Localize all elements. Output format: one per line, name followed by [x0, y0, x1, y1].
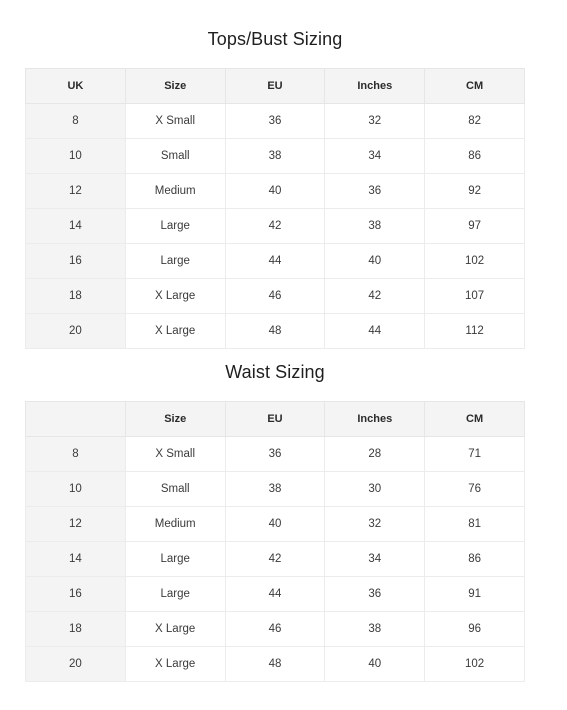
cell-inches: 38 [325, 612, 425, 647]
cell-uk: 8 [26, 437, 126, 472]
table-row [26, 542, 525, 577]
cell-inches: 40 [325, 647, 425, 682]
table-row [26, 647, 525, 682]
cell-eu: 48 [225, 647, 325, 682]
cell-inches: 38 [325, 209, 425, 244]
cell-inches: 30 [325, 472, 425, 507]
cell-eu: 38 [225, 139, 325, 174]
cell-inches: 32 [325, 507, 425, 542]
cell-uk: 16 [26, 577, 126, 612]
cell-size: X Large [125, 314, 225, 349]
cell-size: X Large [125, 279, 225, 314]
table-row [26, 314, 525, 349]
waist-sizing-title: Waist Sizing [225, 362, 325, 382]
header-size: Size [125, 402, 225, 437]
cell-eu: 40 [225, 507, 325, 542]
cell-size: Large [125, 244, 225, 279]
cell-eu: 46 [225, 279, 325, 314]
cell-cm: 92 [425, 174, 525, 209]
header-inches: Inches [325, 402, 425, 437]
cell-inches: 32 [325, 104, 425, 139]
table-row [26, 472, 525, 507]
cell-eu: 38 [225, 472, 325, 507]
cell-cm: 102 [425, 647, 525, 682]
header-size: Size [125, 69, 225, 104]
cell-cm: 81 [425, 507, 525, 542]
header-eu: EU [225, 69, 325, 104]
cell-inches: 40 [325, 244, 425, 279]
cell-uk: 8 [26, 104, 126, 139]
table-row [26, 437, 525, 472]
header-cm: CM [425, 69, 525, 104]
table-header-row [26, 69, 525, 104]
cell-uk: 14 [26, 542, 126, 577]
cell-size: Large [125, 542, 225, 577]
cell-cm: 97 [425, 209, 525, 244]
cell-inches: 34 [325, 542, 425, 577]
table-row [26, 209, 525, 244]
table-row [26, 577, 525, 612]
cell-cm: 82 [425, 104, 525, 139]
cell-cm: 76 [425, 472, 525, 507]
cell-uk: 16 [26, 244, 126, 279]
cell-inches: 36 [325, 174, 425, 209]
cell-eu: 42 [225, 209, 325, 244]
cell-uk: 12 [26, 507, 126, 542]
table-row [26, 507, 525, 542]
cell-cm: 86 [425, 542, 525, 577]
cell-cm: 107 [425, 279, 525, 314]
table-row [26, 174, 525, 209]
header-uk [26, 402, 126, 437]
table-row [26, 612, 525, 647]
cell-size: X Small [125, 437, 225, 472]
cell-eu: 40 [225, 174, 325, 209]
bust-sizing-table [25, 68, 525, 349]
cell-cm: 112 [425, 314, 525, 349]
cell-uk: 10 [26, 472, 126, 507]
cell-cm: 96 [425, 612, 525, 647]
header-inches: Inches [325, 69, 425, 104]
cell-cm: 102 [425, 244, 525, 279]
cell-uk: 12 [26, 174, 126, 209]
cell-inches: 34 [325, 139, 425, 174]
cell-size: Medium [125, 507, 225, 542]
cell-cm: 86 [425, 139, 525, 174]
cell-inches: 42 [325, 279, 425, 314]
cell-size: Medium [125, 174, 225, 209]
table-header-row [26, 402, 525, 437]
cell-inches: 28 [325, 437, 425, 472]
cell-eu: 44 [225, 244, 325, 279]
table-row [26, 244, 525, 279]
header-eu: EU [225, 402, 325, 437]
cell-eu: 36 [225, 437, 325, 472]
cell-uk: 18 [26, 279, 126, 314]
cell-size: Large [125, 577, 225, 612]
cell-inches: 44 [325, 314, 425, 349]
table-row [26, 104, 525, 139]
cell-eu: 44 [225, 577, 325, 612]
cell-size: X Large [125, 647, 225, 682]
header-uk: UK [26, 69, 126, 104]
cell-uk: 20 [26, 647, 126, 682]
cell-uk: 20 [26, 314, 126, 349]
cell-size: X Small [125, 104, 225, 139]
cell-size: Small [125, 472, 225, 507]
table-row [26, 139, 525, 174]
cell-cm: 91 [425, 577, 525, 612]
waist-sizing-table [25, 401, 525, 682]
header-cm: CM [425, 402, 525, 437]
cell-cm: 71 [425, 437, 525, 472]
cell-size: Large [125, 209, 225, 244]
cell-size: Small [125, 139, 225, 174]
cell-uk: 14 [26, 209, 126, 244]
cell-size: X Large [125, 612, 225, 647]
table-row [26, 279, 525, 314]
cell-eu: 42 [225, 542, 325, 577]
cell-inches: 36 [325, 577, 425, 612]
cell-uk: 10 [26, 139, 126, 174]
cell-uk: 18 [26, 612, 126, 647]
bust-sizing-title: Tops/Bust Sizing [207, 29, 343, 49]
cell-eu: 36 [225, 104, 325, 139]
cell-eu: 48 [225, 314, 325, 349]
cell-eu: 46 [225, 612, 325, 647]
